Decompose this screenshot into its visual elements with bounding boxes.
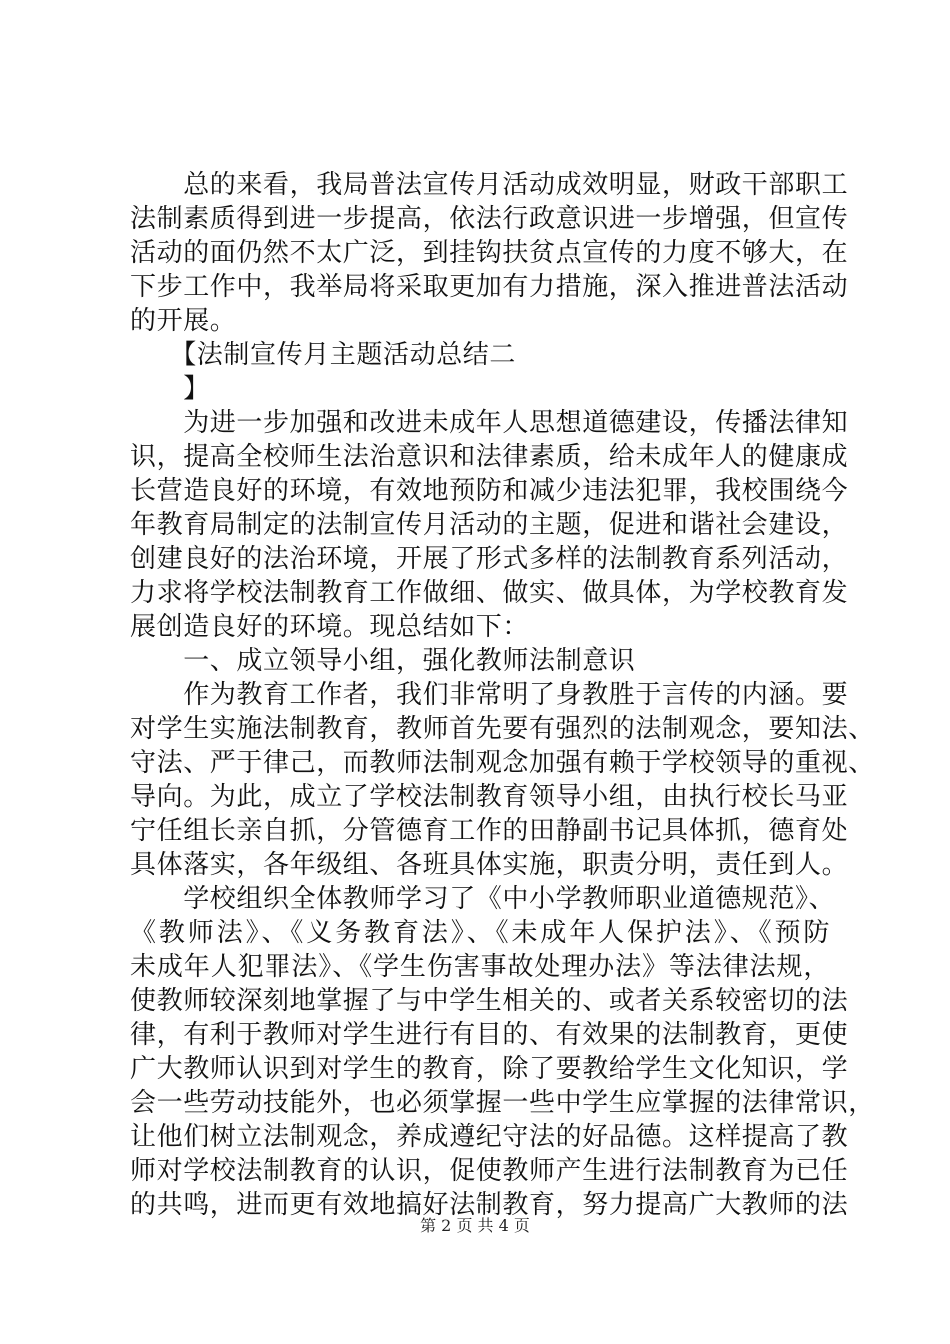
body-text-line: 未成年人犯罪法》、《学生伤害事故处理办法》等法律法规， <box>130 952 830 982</box>
body-text-line: 对学生实施法制教育，教师首先要有强烈的法制观念，要知法、 <box>130 714 875 744</box>
body-text-line: 长营造良好的环境，有效地预防和减少违法犯罪，我校围绕今 <box>130 476 849 506</box>
body-text-line: 为进一步加强和改进未成年人思想道德建设，传播法律知 <box>130 408 849 438</box>
body-text-line: 师对学校法制教育的认识，促使教师产生进行法制教育为已任 <box>130 1156 849 1186</box>
section-title-line: 】 <box>130 374 210 404</box>
body-text-line: 宁任组长亲自抓，分管德育工作的田静副书记具体抓，德育处 <box>130 816 849 846</box>
body-text-line: 的共鸣，进而更有效地搞好法制教育，努力提高广大教师的法 <box>130 1190 849 1220</box>
section-title-line: 【法制宣传月主题活动总结二 <box>130 340 517 370</box>
body-text-line: 下步工作中，我举局将采取更加有力措施，深入推进普法活动 <box>130 272 849 302</box>
body-text-line: 法制素质得到进一步提高，依法行政意识进一步增强，但宣传 <box>130 204 849 234</box>
body-text-line: 年教育局制定的法制宣传月活动的主题，促进和谐社会建设， <box>130 510 849 540</box>
body-text-line: 活动的面仍然不太广泛，到挂钩扶贫点宣传的力度不够大，在 <box>130 238 849 268</box>
body-text-line: 力求将学校法制教育工作做细、做实、做具体，为学校教育发 <box>130 578 849 608</box>
body-text-line: 《教师法》、《义务教育法》、《未成年人保护法》、《预防 <box>130 918 830 948</box>
body-text-line: 展创造良好的环境。现总结如下： <box>130 612 530 642</box>
body-text-line: 让他们树立法制观念，养成遵纪守法的好品德。这样提高了教 <box>130 1122 849 1152</box>
body-text-line: 识，提高全校师生法治意识和法律素质，给未成年人的健康成 <box>130 442 849 472</box>
body-text-line: 广大教师认识到对学生的教育，除了要教给学生文化知识，学 <box>130 1054 849 1084</box>
body-text-line: 具体落实，各年级组、各班具体实施，职责分明，责任到人。 <box>130 850 849 880</box>
body-text-line: 学校组织全体教师学习了《中小学教师职业道德规范》、 <box>130 884 836 914</box>
body-text-line: 会一些劳动技能外，也必须掌握一些中学生应掌握的法律常识， <box>130 1088 875 1118</box>
body-text-line: 使教师较深刻地掌握了与中学生相关的、或者关系较密切的法 <box>130 986 849 1016</box>
body-text-line: 作为教育工作者，我们非常明了身教胜于言传的内涵。要 <box>130 680 849 710</box>
body-text-line: 的开展。 <box>130 306 237 336</box>
page-number-footer: 第 2 页 共 4 页 <box>420 1216 530 1235</box>
body-text-line: 导向。为此，成立了学校法制教育领导小组，由执行校长马亚 <box>130 782 849 812</box>
body-text-line: 守法、严于律己，而教师法制观念加强有赖于学校领导的重视、 <box>130 748 875 778</box>
body-text-line: 总的来看，我局普法宣传月活动成效明显，财政干部职工 <box>130 170 849 200</box>
body-text-line: 律，有利于教师对学生进行有目的、有效果的法制教育，更使 <box>130 1020 849 1050</box>
section-heading: 一、成立领导小组，强化教师法制意识 <box>130 646 636 676</box>
body-text-line: 创建良好的法治环境，开展了形式多样的法制教育系列活动， <box>130 544 849 574</box>
